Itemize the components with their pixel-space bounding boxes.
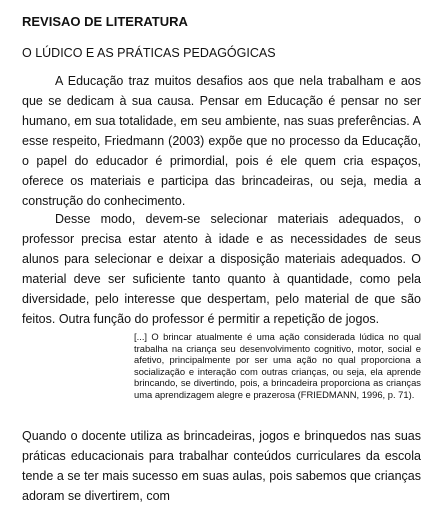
body-paragraph-3: Quando o docente utiliza as brincadeiras, jogos e brinquedos nas suas práticas educacionais para trabalhar conteúdos curriculares da escola tende a se ter mais sucesso em suas aulas, pois sabemos que crianças adoram se divertirem, com [22, 429, 421, 503]
body-paragraph-2 [22, 209, 421, 329]
section-heading: REVISAO DE LITERATURA [22, 14, 188, 29]
paragraph-text: Desse modo, devem-se selecionar materiais adequados, o professor precisa estar atento à idade e as necessidades de seus alunos para selecionar e deixar a disposição materiais adequados. O material deve ser suficiente tanto quanto à quantidade, como pela diversidade, pelo interesse que despertam, pelo material de que são feitos. Outra função do professor é permitir a repetição de jogos. [22, 212, 421, 326]
body-paragraph-1 [22, 71, 421, 211]
block-quote: [...] O brincar atualmente é uma ação considerada lúdica no qual trabalha na criança seu desenvolvimento cognitivo, motor, social e afetivo, principalmente por ser uma ação no qual proporciona a socialização e interação com outras crianças, ou seja, ela aprende brincando, se divertindo, pois, a brincadeira proporciona as crianças uma aprendizagem alegre e prazerosa (FRIEDMANN, 1996, p. 71). [134, 331, 421, 400]
section-subheading: O LÚDICO E AS PRÁTICAS PEDAGÓGICAS [22, 46, 276, 60]
paragraph-text: A Educação traz muitos desafios aos que nela trabalham e aos que se dedicam à sua causa. Pensar em Educação é pensar no ser humano, em sua totalidade, em seu ambiente, nas suas preferências. A esse respeito, Friedmann (2003) expõe que no processo da Educação, o papel do educador é primordial, pois é ele quem cria espaços, oferece os materiais e participa das brincadeiras, ou seja, media a construção do conhecimento. [22, 74, 421, 208]
